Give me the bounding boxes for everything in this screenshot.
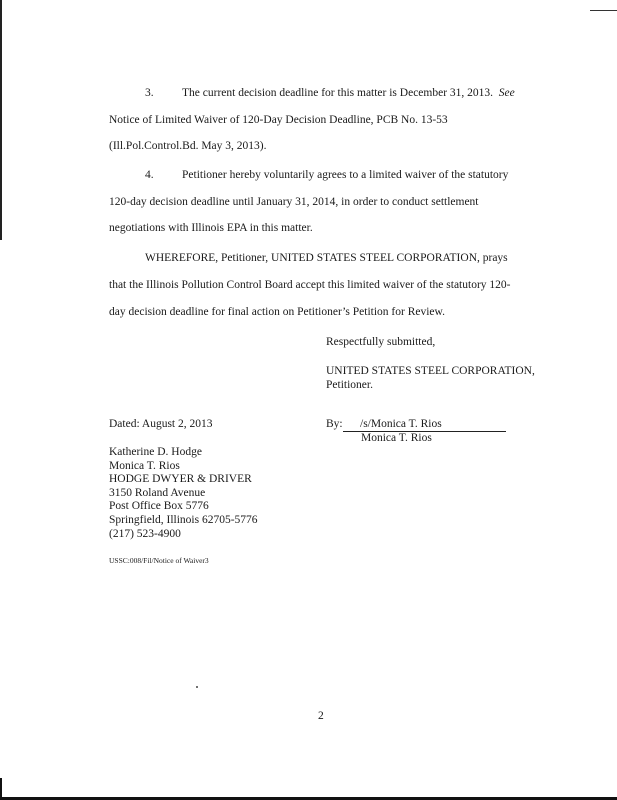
paragraph-3-line-1: The current decision deadline for this matter is December 31, 2013. See: [182, 87, 515, 99]
party-name: UNITED STATES STEEL CORPORATION,: [326, 365, 535, 377]
electronic-signature: /s/Monica T. Rios: [360, 418, 442, 430]
phone-number: (217) 523-4900: [109, 527, 181, 540]
law-firm-name: HODGE DWYER & DRIVER: [109, 473, 252, 486]
by-label: By:: [326, 418, 343, 430]
paragraph-4-number: 4.: [145, 169, 154, 181]
printed-signer-name: Monica T. Rios: [361, 432, 432, 444]
scan-speck: [196, 686, 198, 688]
city-state-zip: Springfield, Illinois 62705-5776: [109, 513, 258, 526]
counsel-name-1: Katherine D. Hodge: [109, 446, 202, 458]
paragraph-4-line-1: Petitioner hereby voluntarily agrees to a limited waiver of the statutory: [182, 169, 509, 181]
counsel-address-block: [109, 446, 258, 541]
party-role: Petitioner.: [326, 379, 373, 391]
street-address: 3150 Roland Avenue: [109, 486, 206, 499]
paragraph-3-line-2: Notice of Limited Waiver of 120-Day Decision Deadline, PCB No. 13-53: [109, 114, 448, 126]
wherefore-line-1: WHEREFORE, Petitioner, UNITED STATES STEEL CORPORATION, prays: [145, 252, 508, 264]
paragraph-4-line-3: negotiations with Illinois EPA in this matter.: [109, 222, 313, 234]
respectfully-submitted: Respectfully submitted,: [326, 336, 436, 348]
dated-line: Dated: August 2, 2013: [109, 418, 213, 430]
wherefore-line-3: day decision deadline for final action on Petitioner’s Petition for Review.: [109, 306, 445, 318]
see-citation-signal: See: [498, 87, 515, 99]
paragraph-3-number: 3.: [145, 87, 154, 99]
wherefore-line-2: that the Illinois Pollution Control Board accept this limited waiver of the statutory 120-: [109, 279, 511, 291]
counsel-name-2: Monica T. Rios: [109, 459, 180, 472]
party-block: [326, 364, 535, 392]
paragraph-4-line-2: 120-day decision deadline until January 31, 2014, in order to conduct settlement: [109, 196, 479, 208]
page-number: 2: [318, 710, 324, 722]
document-code: USSC:008/Fil/Notice of Waiver3: [109, 556, 209, 565]
po-box: Post Office Box 5776: [109, 500, 209, 513]
scan-edge-top-right: [590, 10, 617, 11]
paragraph-3-line-3: (Ill.Pol.Control.Bd. May 3, 2013).: [109, 140, 267, 152]
scan-edge-left: [0, 0, 2, 240]
